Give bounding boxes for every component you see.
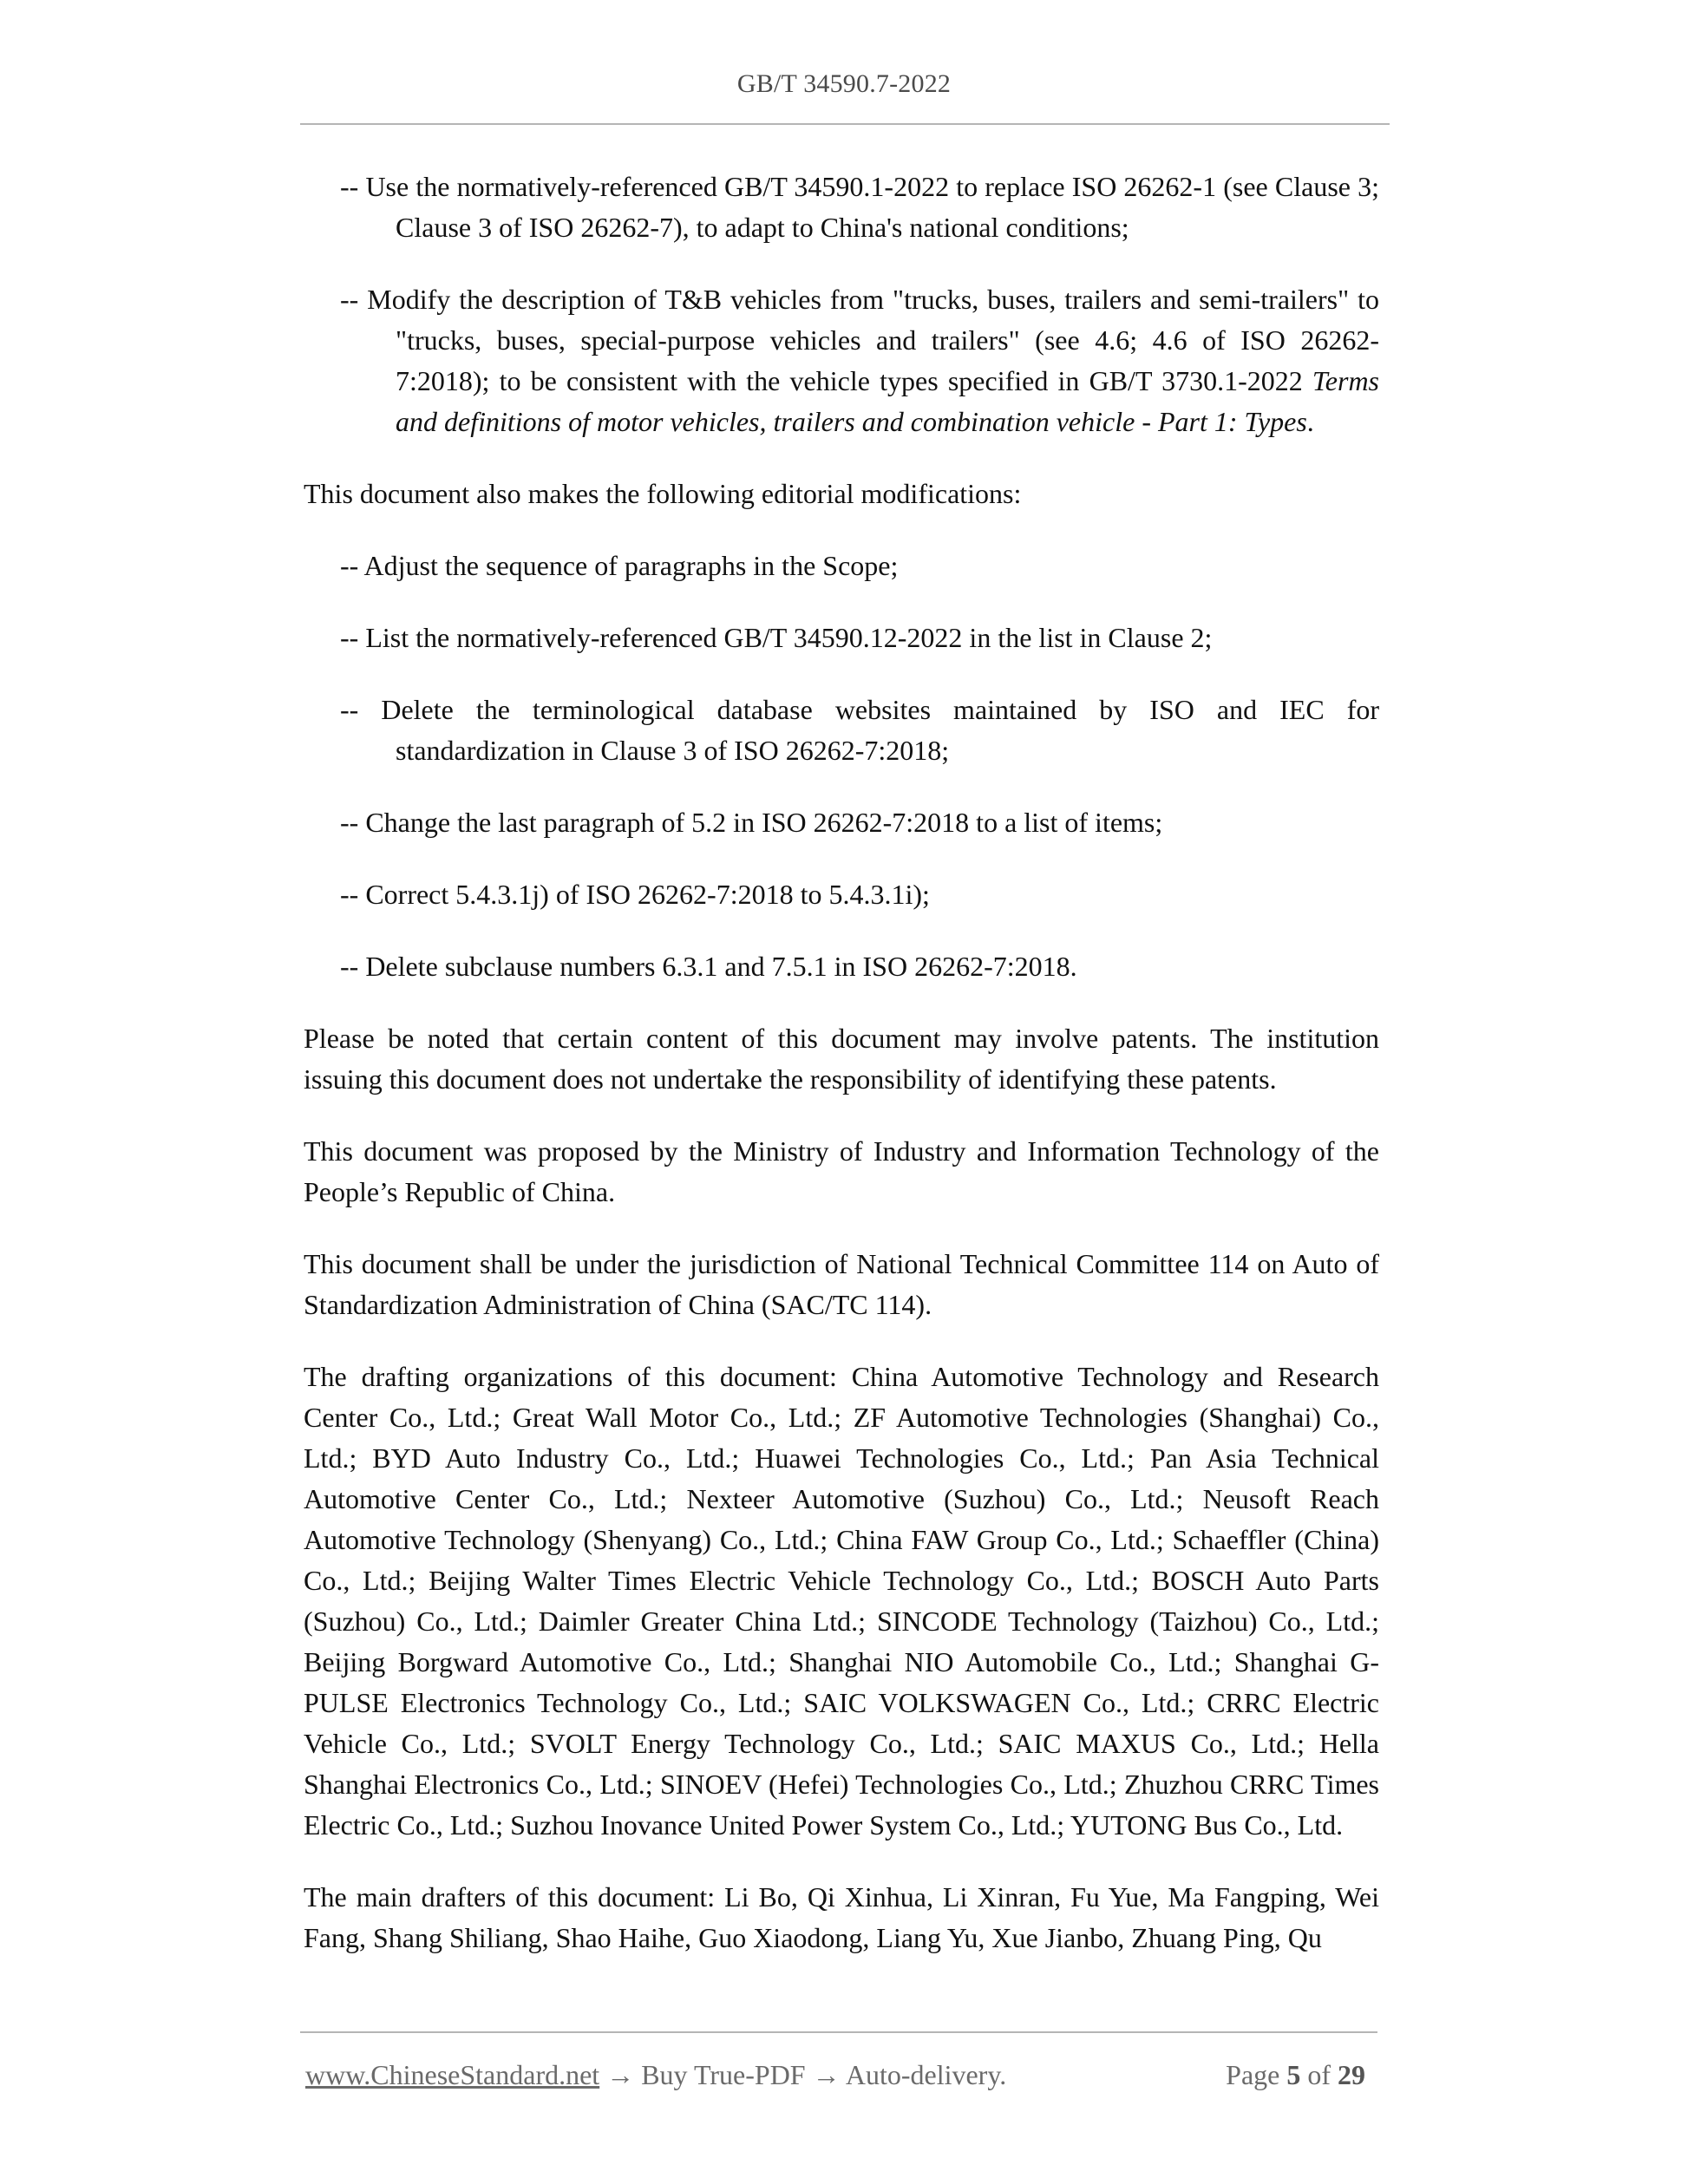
page-counter <box>1226 2057 1365 2092</box>
page-number: 5 <box>1286 2059 1301 2090</box>
modification-item-2 <box>304 279 1379 442</box>
referenced-standard-title: Terms and definitions of motor vehicles, trailers and combination vehicle - Part 1: Types <box>396 365 1379 437</box>
modification-item-2-end: . <box>1306 406 1314 437</box>
buy-pdf-text: Buy True-PDF <box>641 2059 806 2090</box>
editorial-item: -- Adjust the sequence of paragraphs in the Scope; <box>340 550 899 581</box>
page-label: Page <box>1226 2059 1280 2090</box>
arrow-right-icon: → <box>606 2059 635 2090</box>
editorial-item: -- Delete the terminological database websites maintained by ISO and IEC for standardization in Clause 3 of ISO 26262-7:2018; <box>340 694 1379 766</box>
patents-notice: Please be noted that certain content of this document may involve patents. The institution issuing this document does not undertake the responsibility of identifying these patents. <box>304 1023 1379 1095</box>
editorial-intro: This document also makes the following editorial modifications: <box>304 478 1022 509</box>
modification-item-2-text: -- Modify the description of T&B vehicles from "trucks, buses, trailers and semi-trailers" to "trucks, buses, special-purpose vehicles and trailers" (see 4.6; 4.6 of ISO 26262-7:2018); to be consistent with the vehicle types specified in GB/T 3730.1-2022 <box>340 284 1379 396</box>
document-body <box>304 167 1379 1990</box>
auto-delivery-text: Auto-delivery. <box>845 2059 1007 2090</box>
total-pages: 29 <box>1338 2059 1365 2090</box>
editorial-item: -- Change the last paragraph of 5.2 in ISO 26262-7:2018 to a list of items; <box>340 807 1163 838</box>
header-divider <box>300 123 1390 125</box>
proposed-by: This document was proposed by the Ministry of Industry and Information Technology of the People’s Republic of China. <box>304 1135 1379 1207</box>
main-drafters: The main drafters of this document: Li Bo, Qi Xinhua, Li Xinran, Fu Yue, Ma Fangping, Wei Fang, Shang Shiliang, Shao Haihe, Guo Xiaodong, Liang Yu, Xue Jianbo, Zhuang Ping, Qu <box>304 1881 1379 1953</box>
jurisdiction: This document shall be under the jurisdiction of National Technical Committee 114 on Auto of Standardization Administration of China (SAC/TC 114). <box>304 1248 1379 1320</box>
modification-item-1: -- Use the normatively-referenced GB/T 34590.1-2022 to replace ISO 26262-1 (see Clause 3; Clause 3 of ISO 26262-7), to adapt to China's national conditions; <box>340 171 1379 243</box>
site-link[interactable]: www.ChineseStandard.net <box>305 2059 600 2090</box>
footer-divider <box>300 2031 1377 2033</box>
arrow-right-icon: → <box>812 2059 841 2090</box>
drafting-organizations: The drafting organizations of this document: China Automotive Technology and Research Center Co., Ltd.; Great Wall Motor Co., Ltd.; ZF Automotive Technologies (Shanghai) Co., Ltd.; BYD Auto Industry Co., Ltd.; Huawei Technologies Co., Ltd.; Pan Asia Technical Automotive Center Co., Ltd.; Nexteer Automotive (Suzhou) Co., Ltd.; Neusoft Reach Automotive Technology (Shenyang) Co., Ltd.; China FAW Group Co., Ltd.; Schaeffler (China) Co., Ltd.; Beijing Walter Times Electric Vehicle Technology Co., Ltd.; BOSCH Auto Parts (Suzhou) Co., Ltd.; Daimler Greater China Ltd.; SINCODE Technology (Taizhou) Co., Ltd.; Beijing Borgward Automotive Co., Ltd.; Shanghai NIO Automobile Co., Ltd.; Shanghai G-PULSE Electronics Technology Co., Ltd.; SAIC VOLKSWAGEN Co., Ltd.; CRRC Electric Vehicle Co., Ltd.; SVOLT Energy Technology Co., Ltd.; SAIC MAXUS Co., Ltd.; Hella Shanghai Electronics Co., Ltd.; SINOEV (Hefei) Technologies Co., Ltd.; Zhuzhou CRRC Times Electric Co., Ltd.; Suzhou Inovance United Power System Co., Ltd.; YUTONG Bus Co., Ltd. <box>304 1361 1379 1841</box>
editorial-item: -- List the normatively-referenced GB/T 34590.12-2022 in the list in Clause 2; <box>340 622 1213 653</box>
footer-promo <box>305 2057 1006 2092</box>
page-header-title: GB/T 34590.7-2022 <box>736 69 952 98</box>
editorial-item: -- Correct 5.4.3.1j) of ISO 26262-7:2018 to 5.4.3.1i); <box>340 879 930 910</box>
of-label: of <box>1307 2059 1331 2090</box>
editorial-item: -- Delete subclause numbers 6.3.1 and 7.5.1 in ISO 26262-7:2018. <box>340 951 1077 982</box>
